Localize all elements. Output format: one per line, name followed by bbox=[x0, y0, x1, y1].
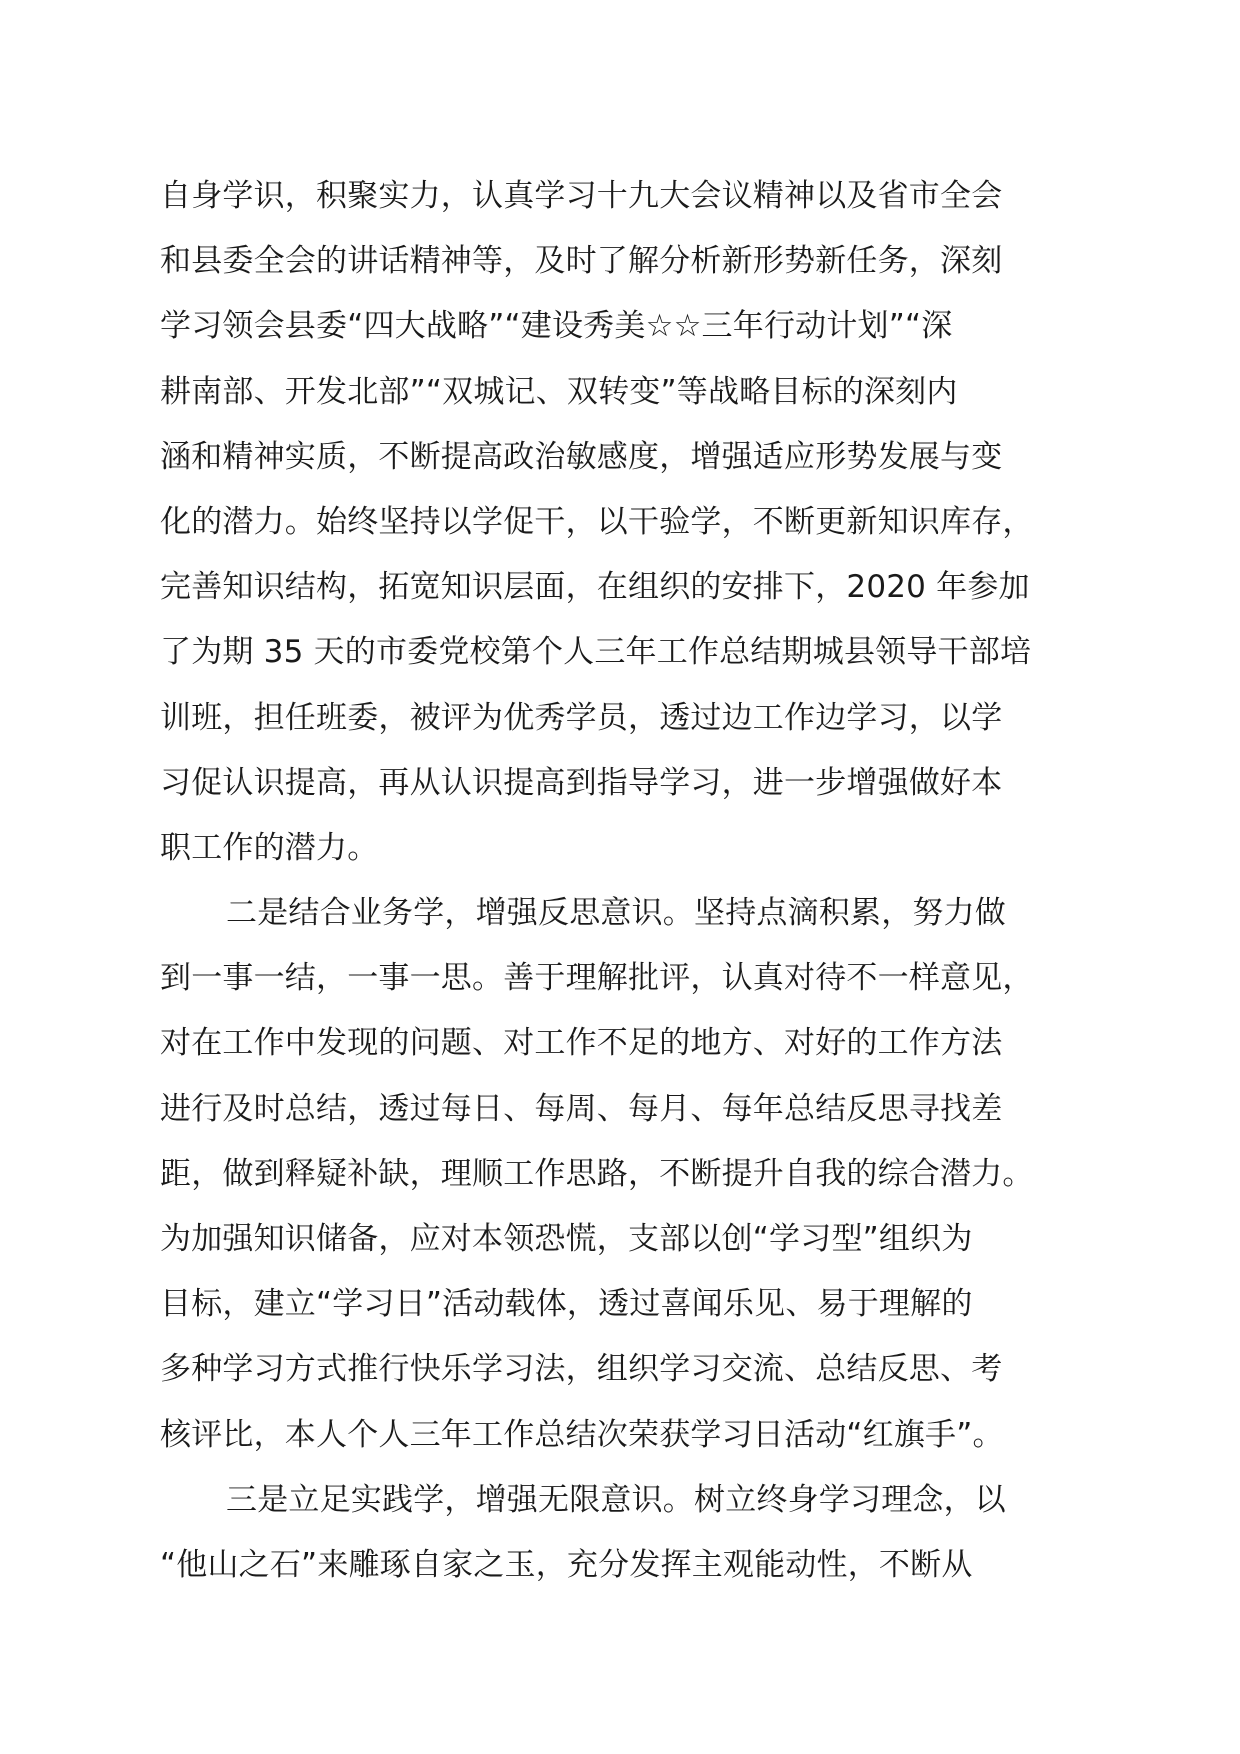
text-line: 耕南部、开发北部”“双城记、双转变”等战略目标的深刻内 bbox=[160, 373, 958, 410]
text-line: 学习领会县委“四大战略”“建设秀美☆☆三年行动计划”“深 bbox=[160, 308, 953, 345]
text-line: “他山之石”来雕琢自家之玉，充分发挥主观能动性，不断从 bbox=[160, 1546, 973, 1583]
text-line: 化的潜力。始终坚持以学促干，以干验学，不断更新知识库存， bbox=[160, 503, 1034, 540]
text-line: 多种学习方式推行快乐学习法，组织学习交流、总结反思、考 bbox=[160, 1351, 1003, 1388]
text-line: 训班，担任班委，被评为优秀学员，透过边工作边学习，以学 bbox=[160, 699, 1003, 736]
paragraph-start-line: 三是立足实践学，增强无限意识。树立终身学习理念，以 bbox=[226, 1481, 1006, 1518]
text-line: 涵和精神实质，不断提高政治敏感度，增强适应形势发展与变 bbox=[160, 438, 1003, 475]
text-line: 距，做到释疑补缺，理顺工作思路，不断提升自我的综合潜力。 bbox=[160, 1155, 1034, 1192]
text-line: 习促认识提高，再从认识提高到指导学习，进一步增强做好本 bbox=[160, 764, 1003, 801]
text-line: 目标，建立“学习日”活动载体，透过喜闻乐见、易于理解的 bbox=[160, 1286, 973, 1323]
text-line: 职工作的潜力。 bbox=[160, 829, 379, 866]
text-line: 到一事一结，一事一思。善于理解批评，认真对待不一样意见， bbox=[160, 960, 1034, 997]
text-line: 为加强知识储备，应对本领恐慌，支部以创“学习型”组织为 bbox=[160, 1221, 973, 1257]
paragraph-start-line: 二是结合业务学，增强反思意识。坚持点滴积累，努力做 bbox=[226, 895, 1006, 932]
text-line: 对在工作中发现的问题、对工作不足的地方、对好的工作方法 bbox=[160, 1025, 1003, 1062]
text-line: 完善知识结构，拓宽知识层面，在组织的安排下，2020 年参加 bbox=[160, 569, 1030, 606]
text-line: 核评比，本人个人三年工作总结次荣获学习日活动“红旗手”。 bbox=[160, 1416, 1004, 1453]
text-line: 进行及时总结，透过每日、每周、每月、每年总结反思寻找差 bbox=[160, 1090, 1003, 1127]
text-line: 和县委全会的讲话精神等，及时了解分析新形势新任务，深刻 bbox=[160, 243, 1003, 280]
body-text bbox=[160, 164, 1120, 1598]
text-line: 了为期 35 天的市委党校第个人三年工作总结期城县领导干部培 bbox=[160, 634, 1032, 671]
text-line: 自身学识，积聚实力，认真学习十九大会议精神以及省市全会 bbox=[160, 178, 1003, 214]
